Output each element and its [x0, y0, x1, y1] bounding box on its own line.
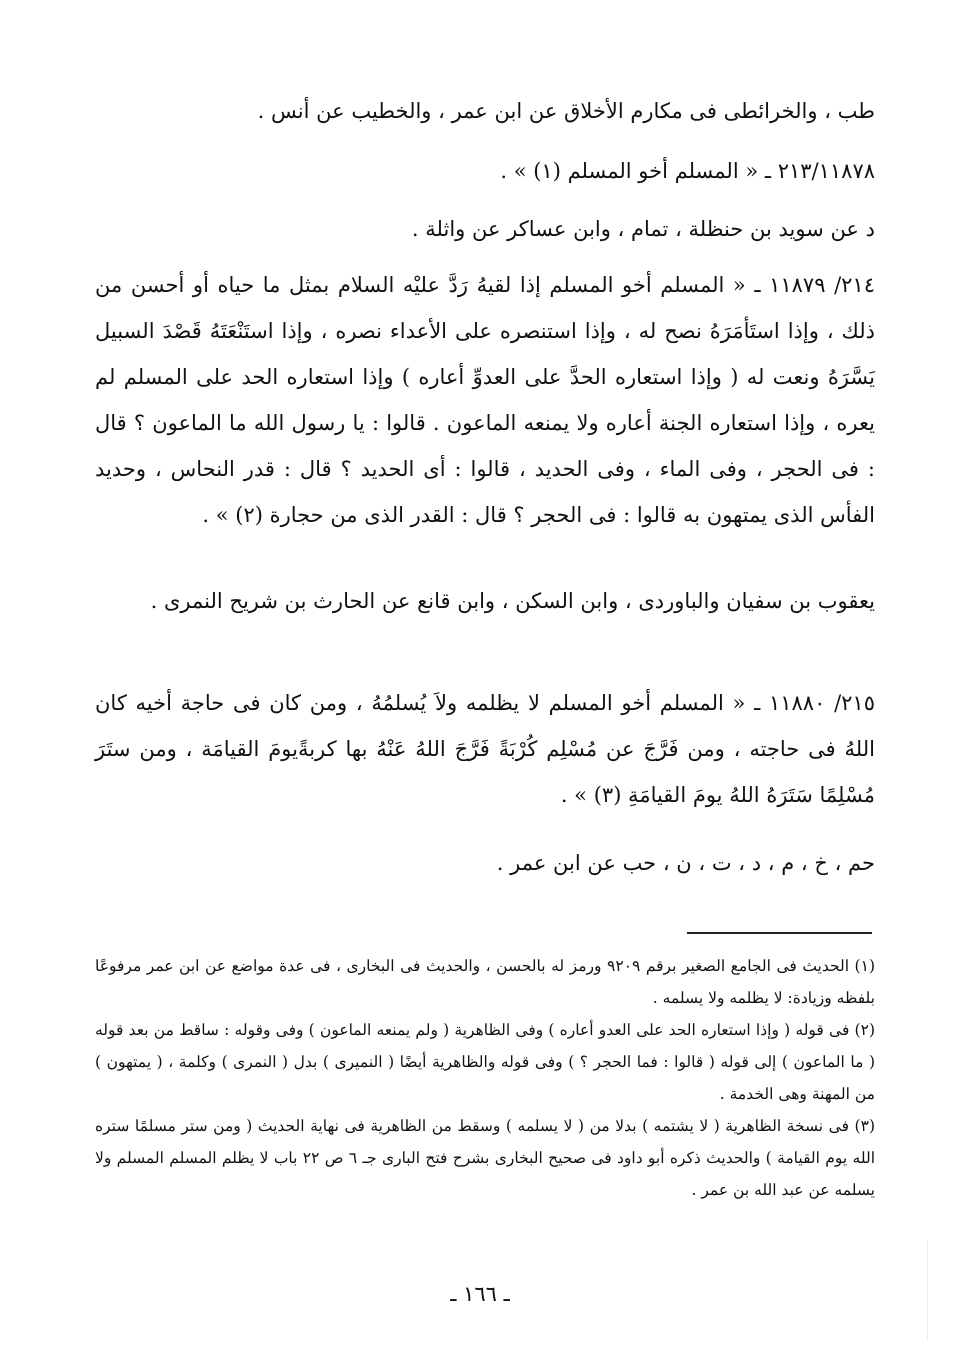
hadith-215-source: حم ، خ ، م ، د ، ت ، ن ، حب عن ابن عمر . — [496, 851, 875, 875]
hadith-213-source: د عن سويد بن حنظلة ، تمام ، وابن عساكر عن واثلة . — [411, 217, 875, 241]
hadith-213: ٢١٣/١١٨٧٨ ـ « المسلم أخو المسلم (١) » . — [500, 159, 875, 183]
hadith-214-source: يعقوب بن سفيان والباوردى ، وابن السكن ، وابن قانع عن الحارث بن شريح النمرى . — [150, 589, 875, 613]
text-line-sources: طب ، والخرائطى فى مكارم الأخلاق عن ابن عمر ، والخطيب عن أنس . — [257, 99, 875, 123]
hadith-215: ٢١٥/ ١١٨٨٠ ـ « المسلم أخو المسلم لا يظلمه ولاَ يُسلمُهُ ، ومن كان فى حاجة أخيه كان اللهُ فى حاجته ، ومن فَرَّجَ عن مُسْلِم كُرْبَةً فَرَّجَ اللهُ عَنْهُ بها كربةًيومَ القيامَة ، ومن ستَرَ مُسْلِمًا سَتَرَهُ اللهُ يومَ القيامَةِ (٣) » . — [95, 691, 875, 807]
footnote-divider — [687, 932, 872, 934]
footnotes — [95, 950, 875, 1206]
footnote-3: (٣) فى نسخة الظاهرية ( لا يشتمه ) بدلا من ( لا يسلمه ) وسقط من الظاهرية فى نهاية الحديث ( ومن ستر مسلمًا ستره الله يوم القيامة ) والحديث ذكره أبو داود فى صحيح البخارى بشرح فتح البارى جـ ٦ ص ٢٢ باب لا يظلم المسلم المسلم ولا يسلمه عن عبد الله بن عمر . — [95, 1117, 875, 1199]
scan-edge-mark — [927, 1240, 928, 1340]
hadith-214: ٢١٤/ ١١٨٧٩ ـ « المسلم أخو المسلم إذا لقيهُ رَدَّ عليْه السلام بمثل ما حياه أو أحسن من ذلك ، وإذا استَأمَرَهُ نصح له ، وإذا استنصره على الأعداء نصره ، وإذا استَنْعَتَهُ قَصْدَ السبيل يَسَّرَهُ ونعت له ( وإذا استعاره الحدَّ على العدوِّ أعاره ) وإذا استعاره الحد على المسلم لم يعره ، وإذا استعاره الجنة أعاره ولا يمنعه الماعون . قالوا : يا رسول الله ما الماعون ؟ قال : فى الحجر ، وفى الماء ، وفى الحديد ، قالوا : أى الحديد ؟ قال : قدر النحاس ، وحديد الفأس الذى يمتهون به قالوا : فى الحجر ؟ قال : القدر الذى من حجارة (٢) » . — [95, 273, 875, 527]
footnote-2: (٢) فى قوله ( وإذا استعاره الحد على العدو أعاره ) وفى الظاهرية ( ولم يمنعه الماعون ) وفى وقوله : ساقط من بعد قوله ( ما الماعون ) إلى قوله ( قالوا : فما الحجر ؟ ) وفى قوله والظاهرية أيضًا ( النميرى ) بدل ( النمرى ) وكلمة ، ( يمتهون ) من المهنة وهى الخدمة . — [95, 1021, 875, 1103]
page-number: ـ ١٦٦ ـ — [450, 1282, 510, 1306]
footnote-1: (١) الحديث فى الجامع الصغير برقم ٩٢٠٩ ورمز له بالحسن ، والحديث فى البخارى ، فى عدة مواضع عن ابن عمر مرفوعًا بلفظه وزيادة: لا يظلمه ولا يسلمه . — [95, 957, 875, 1007]
